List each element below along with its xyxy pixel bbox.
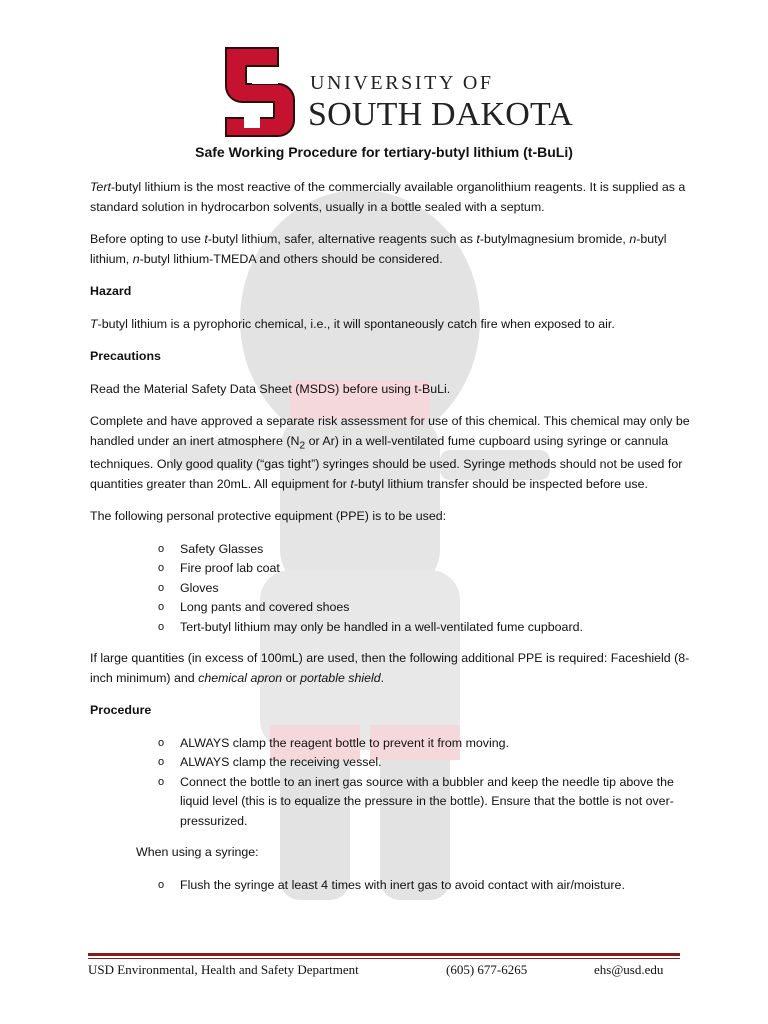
list-item: o Gloves [158, 579, 690, 599]
document-body [90, 178, 690, 907]
hazard-heading: Hazard [90, 284, 132, 298]
syringe-heading: When using a syringe: [136, 845, 259, 860]
precautions-heading: Precautions [90, 349, 161, 363]
footer-phone: (605) 677-6265 [446, 962, 528, 977]
footer-rule-thick [88, 953, 680, 956]
list-item: o ALWAYS clamp the receiving vessel. [158, 753, 690, 773]
footer-email[interactable]: ehs@usd.edu [594, 962, 664, 977]
document-title: Safe Working Procedure for tertiary-butyl lithium (t-BuLi) [195, 144, 573, 160]
list-item: o Connect the bottle to an inert gas source with a bubbler and keep the needle tip above the liquid level (this is to equalize the pressure in the bottle). Ensure that the bottle is not over-pressurized. [158, 773, 690, 832]
procedure-list [90, 734, 690, 832]
risk-assessment-paragraph: Complete and have approved a separate risk assessment for use of this chemical. This chemical may only be handled under an inert atmosphere ($N_2$ or Ar) in a well-ventilated fume cupboard using syringe or cannula techniques. Only good quality (“gas tight”) syringes should be used. Syringe methods should not be used for quantities greater than 20mL. All equipment for t-butyl lithium transfer should be inspected before use. [90, 414, 690, 491]
logo-university-of: UNIVERSITY OF [310, 72, 494, 94]
list-item: o Fire proof lab coat [158, 559, 690, 579]
ppe-intro: The following personal protective equipment (PPE) is to be used: [90, 509, 447, 524]
procedure-heading: Procedure [90, 703, 152, 718]
msds-paragraph: Read the Material Safety Data Sheet (MSDS) before using t-BuLi. [90, 381, 451, 396]
hazard-text: T-butyl lithium is a pyrophoric chemical, i.e., it will spontaneously catch fire when exposed to air. [90, 316, 615, 331]
ppe-list [90, 540, 690, 638]
large-quantities-paragraph: If large quantities (in excess of 100mL) are used, then the following additional PPE is required: Faceshield (8-inch minimum) and chemical apron or portable shield. [90, 651, 690, 685]
list-item: o Flush the syringe at least 4 times with inert gas to avoid contact with air/moisture. [158, 876, 690, 896]
logo-south-dakota: SOUTH DAKOTA [308, 96, 574, 133]
intro-paragraph-2: Before opting to use t-butyl lithium, safer, alternative reagents such as t-butylmagnesium bromide, n-butyl lithium, n-butyl lithium-TMEDA and others should be considered. [90, 232, 667, 266]
intro-paragraph-1: Tert-butyl lithium is the most reactive of the commercially available organolithium reagents. It is supplied as a standard solution in hydrocarbon solvents, usually in a bottle sealed with a septum. [90, 180, 686, 214]
footer-department: USD Environmental, Health and Safety Department [88, 962, 359, 977]
list-item: o Tert-butyl lithium may only be handled in a well-ventilated fume cupboard. [158, 618, 690, 638]
footer-rule-thin [88, 958, 680, 959]
list-item: o Safety Glasses [158, 540, 690, 560]
list-item: o ALWAYS clamp the reagent bottle to prevent it from moving. [158, 734, 690, 754]
sd-monogram-icon [222, 44, 298, 140]
syringe-list [90, 876, 690, 896]
list-item: o Long pants and covered shoes [158, 598, 690, 618]
university-logo [222, 44, 574, 140]
